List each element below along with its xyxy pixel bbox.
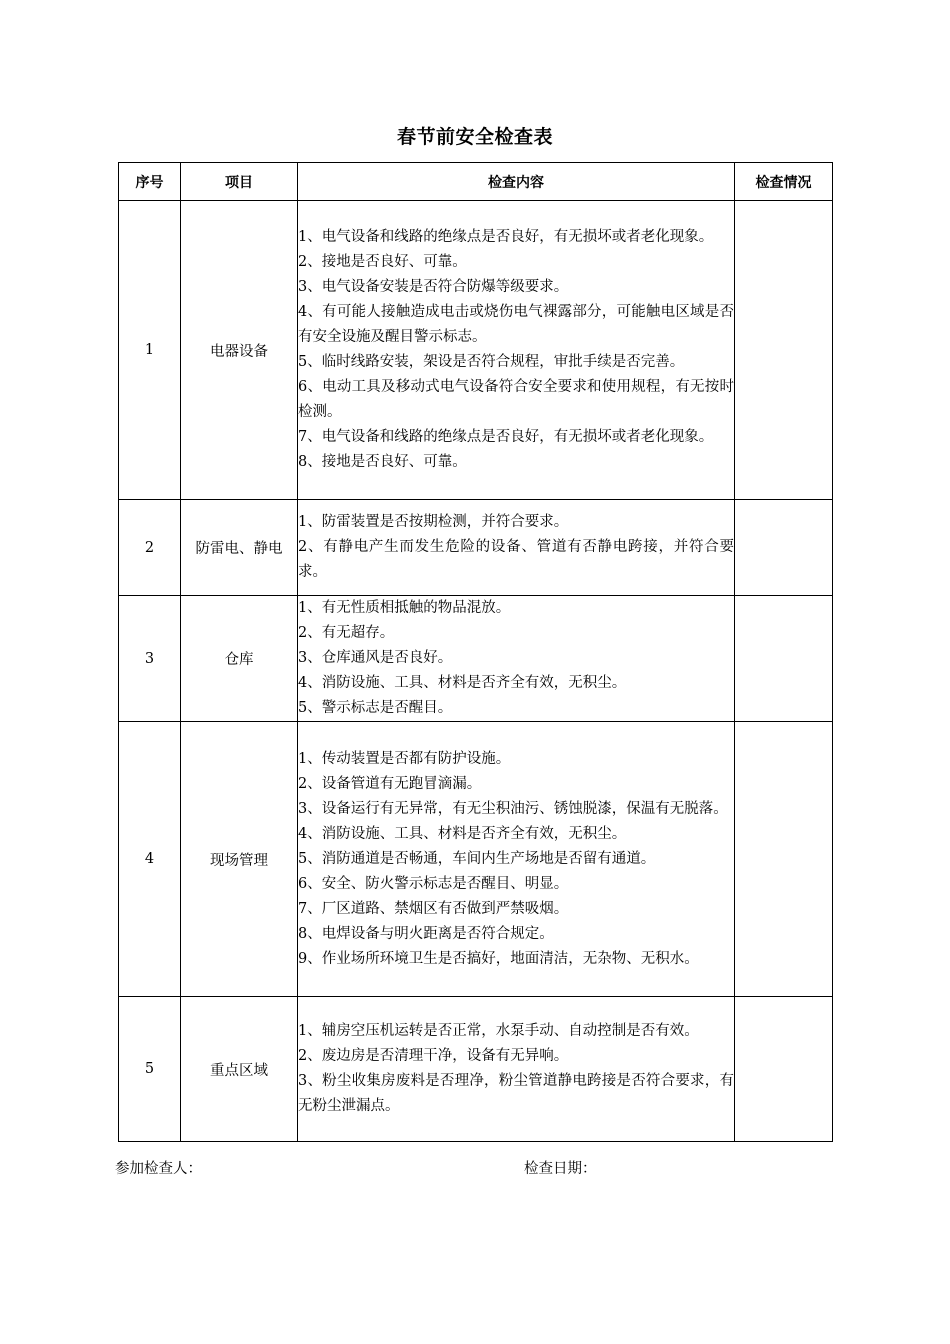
row-status-cell[interactable] bbox=[735, 596, 833, 722]
content-line: 8、接地是否良好、可靠。 bbox=[298, 454, 467, 470]
header-no: 序号 bbox=[119, 163, 181, 201]
content-line: 3、仓库通风是否良好。 bbox=[298, 650, 453, 666]
row-item: 重点区域 bbox=[181, 997, 298, 1142]
content-line: 5、消防通道是否畅通，车间内生产场地是否留有通道。 bbox=[298, 850, 656, 867]
row-content bbox=[298, 596, 735, 722]
content-line: 4、有可能人接触造成电击或烧伤电气裸露部分，可能触电区域是否有安全设施及醒目警示标志。 bbox=[298, 304, 734, 345]
content-line: 3、电气设备安装是否符合防爆等级要求。 bbox=[298, 279, 569, 295]
content-line: 1、传动装置是否都有防护设施。 bbox=[298, 750, 511, 767]
content-line: 5、临时线路安装，架设是否符合规程，审批手续是否完善。 bbox=[298, 354, 685, 370]
content-line: 5、警示标志是否醒目。 bbox=[298, 700, 453, 716]
header-item: 项目 bbox=[181, 163, 298, 201]
row-status-cell[interactable] bbox=[735, 722, 833, 997]
header-content: 检查内容 bbox=[298, 163, 735, 201]
content-line: 6、安全、防火警示标志是否醒目、明显。 bbox=[298, 875, 569, 892]
row-item: 现场管理 bbox=[181, 722, 298, 997]
row-status-cell[interactable] bbox=[735, 500, 833, 596]
content-line: 2、接地是否良好、可靠。 bbox=[298, 254, 467, 270]
row-number: 2 bbox=[119, 500, 181, 596]
inspectors-label: 参加检查人： bbox=[115, 1161, 202, 1177]
content-line: 4、消防设施、工具、材料是否齐全有效，无积尘。 bbox=[298, 675, 627, 691]
content-line: 7、电气设备和线路的绝缘点是否良好，有无损坏或者老化现象。 bbox=[298, 429, 714, 445]
content-line: 9、作业场所环境卫生是否搞好，地面清洁，无杂物、无积水。 bbox=[298, 950, 699, 967]
content-line: 2、有静电产生而发生危险的设备、管道有否静电跨接，并符合要求。 bbox=[298, 539, 734, 580]
row-item: 防雷电、静电 bbox=[181, 500, 298, 596]
row-content bbox=[298, 997, 735, 1142]
content-line: 3、设备运行有无异常，有无尘积油污、锈蚀脱漆，保温有无脱落。 bbox=[298, 800, 728, 817]
table-row bbox=[119, 596, 833, 722]
content-line: 3、粉尘收集房废料是否理净，粉尘管道静电跨接是否符合要求，有无粉尘泄漏点。 bbox=[298, 1073, 734, 1114]
row-number: 3 bbox=[119, 596, 181, 722]
table-header-row bbox=[119, 163, 833, 201]
row-status-cell[interactable] bbox=[735, 201, 833, 500]
content-line: 7、厂区道路、禁烟区有否做到严禁吸烟。 bbox=[298, 900, 569, 917]
content-line: 6、电动工具及移动式电气设备符合安全要求和使用规程，有无按时检测。 bbox=[298, 379, 734, 420]
row-status-cell[interactable] bbox=[735, 997, 833, 1142]
content-line: 2、废边房是否清理干净，设备有无异响。 bbox=[298, 1048, 569, 1064]
table-row bbox=[119, 500, 833, 596]
row-number: 1 bbox=[119, 201, 181, 500]
table-row bbox=[119, 201, 833, 500]
content-line: 1、辅房空压机运转是否正常，水泵手动、自动控制是否有效。 bbox=[298, 1023, 699, 1039]
document-title: 春节前安全检查表 bbox=[396, 126, 553, 148]
inspection-table bbox=[118, 162, 833, 1142]
inspection-date-label: 检查日期： bbox=[524, 1161, 597, 1177]
table-row bbox=[119, 722, 833, 997]
row-item: 仓库 bbox=[181, 596, 298, 722]
row-item: 电器设备 bbox=[181, 201, 298, 500]
content-line: 2、有无超存。 bbox=[298, 625, 395, 641]
row-number: 5 bbox=[119, 997, 181, 1142]
content-line: 1、有无性质相抵触的物品混放。 bbox=[298, 600, 511, 616]
table-row bbox=[119, 997, 833, 1142]
content-line: 8、电焊设备与明火距离是否符合规定。 bbox=[298, 925, 554, 942]
row-content bbox=[298, 201, 735, 500]
header-status: 检查情况 bbox=[735, 163, 833, 201]
row-number: 4 bbox=[119, 722, 181, 997]
content-line: 4、消防设施、工具、材料是否齐全有效，无积尘。 bbox=[298, 825, 627, 842]
content-line: 1、防雷装置是否按期检测，并符合要求。 bbox=[298, 514, 569, 530]
row-content bbox=[298, 500, 735, 596]
content-line: 1、电气设备和线路的绝缘点是否良好，有无损坏或者老化现象。 bbox=[298, 229, 714, 245]
content-line: 2、设备管道有无跑冒滴漏。 bbox=[298, 775, 482, 792]
row-content bbox=[298, 722, 735, 997]
